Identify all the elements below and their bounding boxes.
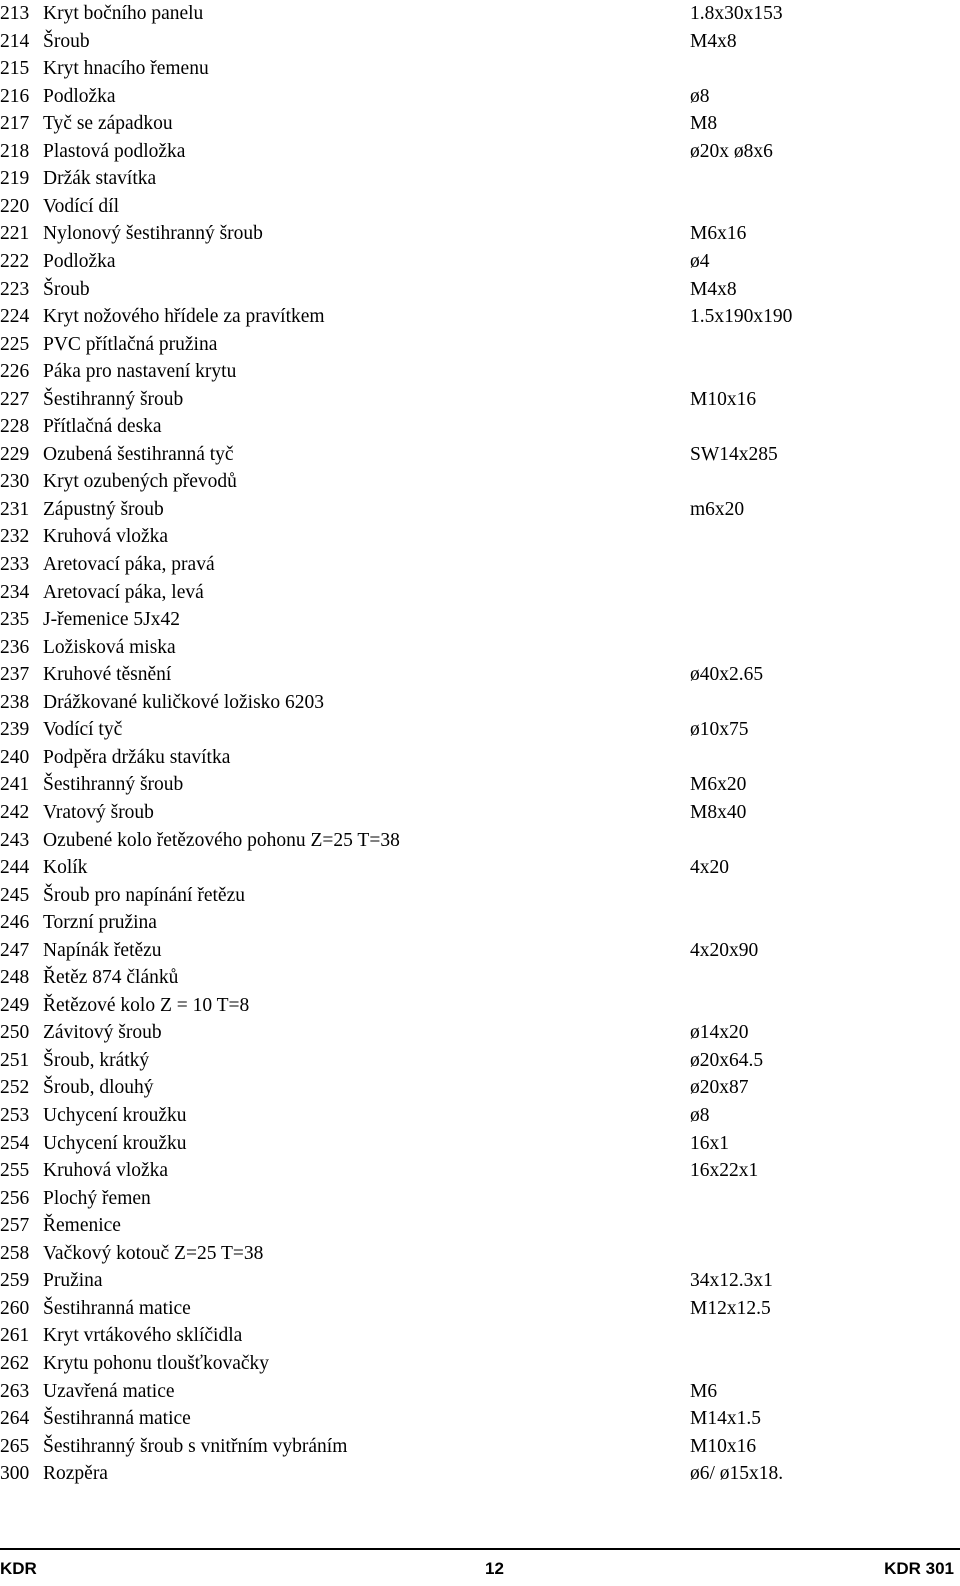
part-number: 300 [0, 1463, 30, 1485]
part-name: Aretovací páka, pravá [43, 554, 215, 575]
part-row [0, 138, 960, 165]
part-name: Kryt hnacího řemenu [43, 58, 209, 80]
part-number: 237 [0, 664, 30, 686]
part-row [0, 1405, 960, 1432]
part-name: Kolík [43, 857, 88, 879]
part-row [0, 882, 960, 909]
part-row [0, 468, 960, 495]
part-name: Ložisková miska [43, 636, 176, 658]
part-row [0, 55, 960, 82]
part-number: 253 [0, 1105, 30, 1126]
part-dimension: ø10x75 [690, 719, 749, 741]
part-dimension: M8x40 [690, 801, 747, 823]
part-row [0, 441, 960, 468]
part-number: 260 [0, 1297, 30, 1319]
part-number: 238 [0, 691, 30, 713]
part-row [0, 964, 960, 991]
part-name: Uchycení kroužku [43, 1132, 187, 1154]
part-number: 229 [0, 443, 30, 465]
part-row [0, 854, 960, 881]
part-row [0, 1322, 960, 1349]
footer-rule [0, 1548, 960, 1550]
part-name: Rozpěra [43, 1463, 108, 1485]
part-row [0, 1212, 960, 1239]
part-row [0, 799, 960, 826]
part-number: 257 [0, 1215, 30, 1237]
part-dimension: 16x22x1 [690, 1160, 759, 1182]
part-row [0, 496, 960, 523]
part-row [0, 1185, 960, 1212]
part-name: Páka pro nastavení krytu [43, 361, 237, 383]
part-number: 214 [0, 30, 30, 52]
part-name: Šroub [43, 278, 90, 300]
part-row [0, 606, 960, 633]
part-dimension: M10x16 [690, 388, 757, 410]
part-name: Podložka [43, 250, 116, 272]
footer-page-number: 12 [485, 1559, 504, 1578]
part-name: Šroub, krátký [43, 1049, 150, 1071]
part-dimension: M6 [690, 1380, 718, 1402]
part-name: Kruhová vložka [43, 526, 169, 548]
page-footer [0, 1548, 960, 1586]
part-number: 255 [0, 1160, 30, 1182]
part-row [0, 744, 960, 771]
part-dimension: M4x8 [690, 278, 737, 300]
part-number: 258 [0, 1242, 30, 1264]
part-name: Pružina [43, 1270, 103, 1292]
part-number: 225 [0, 333, 30, 355]
part-row [0, 551, 960, 578]
part-dimension: M14x1.5 [690, 1408, 761, 1430]
part-name: Ozubená šestihranná tyč [43, 443, 234, 465]
part-name: Tyč se západkou [43, 113, 173, 135]
part-row [0, 1378, 960, 1405]
part-name: Krytu pohonu tloušťkovačky [43, 1352, 270, 1374]
part-name: Šestihranná matice [43, 1408, 191, 1430]
part-name: Kryt nožového hřídele za pravítkem [43, 306, 325, 328]
part-number: 233 [0, 554, 30, 575]
part-number: 219 [0, 168, 30, 190]
part-name: Vačkový kotouč Z=25 T=38 [43, 1242, 264, 1264]
part-name: Kruhové těsnění [43, 664, 172, 686]
part-number: 245 [0, 884, 30, 906]
part-number: 244 [0, 857, 30, 879]
part-row [0, 909, 960, 936]
part-row [0, 193, 960, 220]
footer-model-right: KDR 301 [884, 1559, 954, 1578]
part-number: 249 [0, 994, 30, 1016]
part-row [0, 1240, 960, 1267]
part-row [0, 0, 960, 27]
part-number: 246 [0, 912, 30, 934]
part-name: Kruhová vložka [43, 1160, 169, 1182]
part-name: J-řemenice 5Jx42 [43, 609, 180, 631]
part-number: 263 [0, 1380, 30, 1402]
part-number: 218 [0, 140, 30, 162]
part-row [0, 1019, 960, 1046]
part-name: Kryt bočního panelu [43, 3, 204, 24]
part-row [0, 1157, 960, 1184]
part-row [0, 937, 960, 964]
footer-model-left: KDR [0, 1559, 37, 1578]
part-row [0, 1047, 960, 1074]
part-number: 247 [0, 939, 30, 961]
part-row [0, 386, 960, 413]
part-number: 222 [0, 250, 30, 272]
part-row [0, 220, 960, 247]
part-name: Torzní pružina [43, 912, 157, 934]
part-number: 248 [0, 967, 30, 989]
part-row [0, 716, 960, 743]
part-row [0, 992, 960, 1019]
part-dimension: ø14x20 [690, 1022, 749, 1044]
part-row [0, 331, 960, 358]
part-dimension: M12x12.5 [690, 1297, 771, 1319]
part-number: 264 [0, 1408, 30, 1430]
part-row [0, 358, 960, 385]
part-name: Šestihranný šroub s vnitřním vybráním [43, 1435, 348, 1457]
part-number: 228 [0, 416, 30, 438]
part-row [0, 1433, 960, 1460]
part-number: 230 [0, 471, 30, 493]
part-name: PVC přítlačná pružina [43, 333, 218, 355]
part-number: 232 [0, 526, 30, 548]
part-row [0, 1460, 960, 1487]
part-name: Držák stavítka [43, 168, 157, 190]
part-dimension: ø20x ø8x6 [690, 140, 773, 162]
part-dimension: M10x16 [690, 1435, 757, 1457]
part-row [0, 303, 960, 330]
part-name: Plastová podložka [43, 140, 186, 162]
part-number: 256 [0, 1187, 30, 1209]
part-dimension: 4x20x90 [690, 939, 759, 961]
part-row [0, 413, 960, 440]
part-dimension: 4x20 [690, 857, 729, 879]
part-number: 227 [0, 388, 30, 410]
part-row [0, 248, 960, 275]
part-number: 223 [0, 278, 30, 300]
part-dimension: M6x20 [690, 774, 747, 796]
part-dimension: M4x8 [690, 30, 737, 52]
part-number: 250 [0, 1022, 30, 1044]
part-number: 251 [0, 1049, 30, 1071]
part-name: Šroub pro napínání řetězu [43, 884, 245, 906]
part-name: Podložka [43, 85, 116, 107]
part-number: 213 [0, 3, 30, 24]
part-row [0, 28, 960, 55]
part-row [0, 1102, 960, 1129]
part-number: 262 [0, 1352, 30, 1374]
part-number: 221 [0, 223, 30, 245]
part-name: Řetěz 874 článků [43, 967, 179, 989]
part-row [0, 689, 960, 716]
part-dimension: ø8 [690, 85, 710, 107]
part-name: Zápustný šroub [43, 498, 164, 520]
part-dimension: 16x1 [690, 1132, 729, 1154]
part-number: 252 [0, 1077, 30, 1099]
part-number: 234 [0, 581, 30, 603]
part-number: 242 [0, 801, 30, 823]
part-dimension: ø4 [690, 250, 710, 272]
part-name: Vodící díl [43, 195, 120, 217]
part-row [0, 1130, 960, 1157]
part-name: Aretovací páka, levá [43, 581, 204, 603]
part-dimension: 1.5x190x190 [690, 306, 793, 328]
part-name: Šestihranný šroub [43, 388, 184, 410]
part-number: 231 [0, 498, 30, 520]
part-dimension: M6x16 [690, 223, 747, 245]
part-name: Šestihranný šroub [43, 774, 184, 796]
part-name: Plochý řemen [43, 1187, 151, 1209]
part-row [0, 661, 960, 688]
part-number: 241 [0, 774, 30, 796]
part-row [0, 579, 960, 606]
part-name: Uchycení kroužku [43, 1105, 187, 1126]
part-row [0, 1295, 960, 1322]
part-name: Závitový šroub [43, 1022, 162, 1044]
part-name: Šestihranná matice [43, 1297, 191, 1319]
part-name: Ozubené kolo řetězového pohonu Z=25 T=38 [43, 829, 400, 851]
part-dimension: SW14x285 [690, 443, 778, 465]
part-dimension: ø20x87 [690, 1077, 749, 1099]
part-name: Vratový šroub [43, 801, 154, 823]
part-number: 236 [0, 636, 30, 658]
part-number: 217 [0, 113, 30, 135]
part-name: Řemenice [43, 1215, 121, 1237]
part-dimension: m6x20 [690, 498, 745, 520]
part-dimension: ø6/ ø15x18. [690, 1463, 784, 1485]
part-dimension: ø8 [690, 1105, 710, 1126]
part-name: Podpěra držáku stavítka [43, 746, 231, 768]
part-number: 226 [0, 361, 30, 383]
part-name: Přítlačná deska [43, 416, 162, 438]
part-number: 235 [0, 609, 30, 631]
part-number: 254 [0, 1132, 30, 1154]
part-row [0, 165, 960, 192]
part-dimension: 34x12.3x1 [690, 1270, 773, 1292]
part-number: 259 [0, 1270, 30, 1292]
part-name: Šroub [43, 30, 90, 52]
part-number: 243 [0, 829, 30, 851]
part-name: Vodící tyč [43, 719, 123, 741]
part-row [0, 771, 960, 798]
part-name: Kryt vrtákového sklíčidla [43, 1325, 243, 1347]
part-row [0, 827, 960, 854]
part-row [0, 1267, 960, 1294]
part-name: Šroub, dlouhý [43, 1077, 154, 1099]
part-dimension: ø20x64.5 [690, 1049, 764, 1071]
part-dimension: M8 [690, 113, 718, 135]
part-row [0, 276, 960, 303]
part-row [0, 1074, 960, 1101]
part-row [0, 523, 960, 550]
part-name: Uzavřená matice [43, 1380, 175, 1402]
part-number: 239 [0, 719, 30, 741]
part-row [0, 110, 960, 137]
part-row [0, 634, 960, 661]
part-number: 240 [0, 746, 30, 768]
part-name: Kryt ozubených převodů [43, 471, 237, 493]
part-name: Napínák řetězu [43, 939, 162, 961]
part-number: 265 [0, 1435, 30, 1457]
part-row [0, 1350, 960, 1377]
part-number: 261 [0, 1325, 30, 1347]
part-number: 215 [0, 58, 30, 80]
part-number: 216 [0, 85, 30, 107]
part-row [0, 83, 960, 110]
part-name: Nylonový šestihranný šroub [43, 223, 263, 245]
part-dimension: ø40x2.65 [690, 664, 764, 686]
part-name: Drážkované kuličkové ložisko 6203 [43, 691, 325, 713]
part-number: 224 [0, 306, 30, 328]
part-number: 220 [0, 195, 30, 217]
part-dimension: 1.8x30x153 [690, 3, 783, 24]
part-name: Řetězové kolo Z = 10 T=8 [43, 994, 250, 1016]
